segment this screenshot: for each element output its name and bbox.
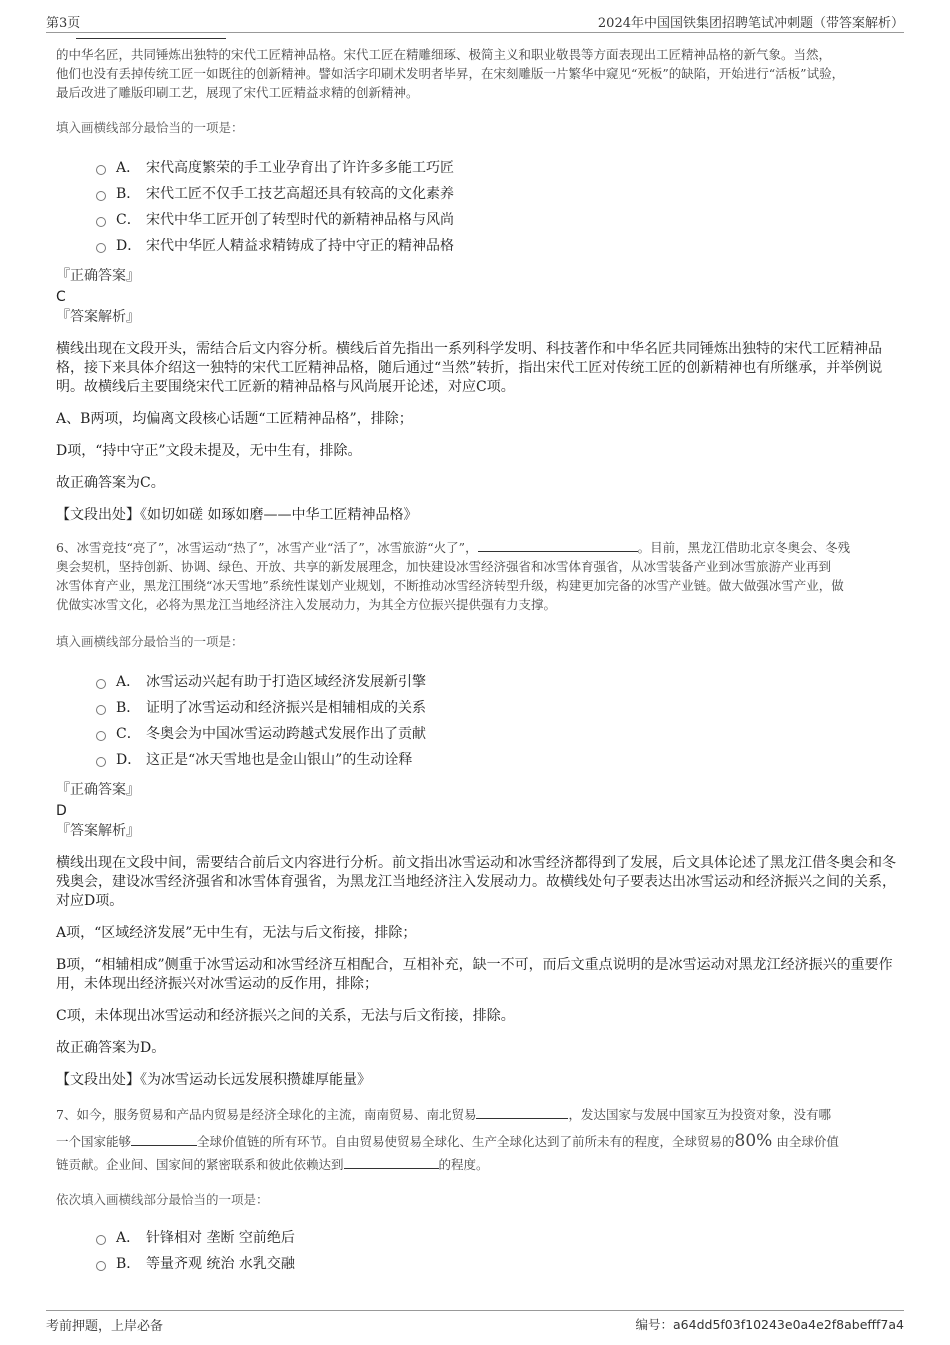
radio-icon[interactable] — [96, 731, 106, 741]
radio-icon[interactable] — [96, 191, 106, 201]
page-footer — [46, 1310, 904, 1337]
q5-source: 【文段出处】《如切如磋 如琢如磨——中华工匠精神品格》 — [56, 507, 418, 523]
q6-source: 【文段出处】《为冰雪运动长远发展积攒雄厚能量》 — [56, 1072, 371, 1088]
q5-option-d[interactable]: D． 宋代中华匠人精益求精铸成了持中守正的精神品格 — [96, 232, 900, 258]
q6-stem-first-line: 6、冰雪竞技“亮了”，冰雪运动“热了”，冰雪产业“活了”，冰雪旅游“火了”， 。目前，黑龙江借助北京冬奥会、冬残 — [56, 540, 851, 555]
q5-prompt: 填入画横线部分最恰当的一项是： — [56, 120, 244, 135]
q5-option-a[interactable]: A． 宋代高度繁荣的手工业孕育出了许许多多能工巧匠 — [96, 154, 900, 180]
q5-passage — [56, 38, 900, 102]
q7-blank-3 — [344, 1156, 439, 1169]
q6-analysis-a: A项，“区域经济发展”无中生有，无法与后文衔接，排除； — [56, 925, 417, 941]
q5-passage-line: 最后改进了雕版印刷工艺，展现了宋代工匠精益求精的创新精神。 — [56, 85, 419, 100]
q5-analysis-d: D项，“持中守正”文段未提及，无中生有，排除。 — [56, 443, 362, 459]
q6-blank — [478, 539, 638, 552]
q7-prompt: 依次填入画横线部分最恰当的一项是： — [56, 1192, 269, 1207]
page-content — [56, 40, 900, 1276]
page-number: 第3页 — [46, 16, 81, 31]
q7-options — [96, 1224, 900, 1276]
q6-stem-line: 优做实冰雪文化，必将为黑龙江当地经济注入发展动力，为其全方位振兴提供强有力支撑。 — [56, 597, 557, 612]
q6-answer: D — [56, 803, 67, 819]
q7-option-a[interactable]: A． 针锋相对 垄断 空前绝后 — [96, 1224, 900, 1250]
radio-icon[interactable] — [96, 217, 106, 227]
page-header — [46, 10, 904, 33]
q6-analysis-main: 横线出现在文段中间，需要结合前后文内容进行分析。前文指出冰雪运动和冰雪经济都得到了发展，后文具体论述了黑龙江借冬奥会和冬残奥会，建设冰雪经济强省和冰雪体育强省，为黑龙江当地经济注入发展动力。故横线处句子要表达出冰雪运动和经济振兴之间的关系，对应D项。 — [56, 855, 896, 909]
q5-conclusion: 故正确答案为C。 — [56, 475, 165, 491]
q6-option-b[interactable]: B． 证明了冰雪运动和经济振兴是相辅相成的关系 — [96, 694, 900, 720]
q5-analysis-main: 横线出现在文段开头，需结合后文内容分析。横线后首先指出一系列科学发明、科技著作和中华名匠共同锤炼出独特的宋代工匠精神品格，接下来具体介绍这一独特的宋代工匠精神品格，随后通过“当然”转折，指出宋代工匠对传统工匠的创新精神也有所继承，并举例说明。故横线后主要围绕宋代工匠新的精神品格与风尚展开论述，对应C项。 — [56, 341, 883, 395]
radio-icon[interactable] — [96, 757, 106, 767]
q5-analysis-ab: A、B两项，均偏离文段核心话题“工匠精神品格”，排除； — [56, 411, 413, 427]
q5-analysis-label: 『答案解析』 — [56, 309, 140, 325]
footer-slogan: 考前押题，上岸必备 — [46, 1319, 164, 1334]
q5-option-b[interactable]: B． 宋代工匠不仅手工技艺高超还具有较高的文化素养 — [96, 180, 900, 206]
q6-option-c[interactable]: C． 冬奥会为中国冰雪运动跨越式发展作出了贡献 — [96, 720, 900, 746]
radio-icon[interactable] — [96, 1261, 106, 1271]
q6-option-a[interactable]: A． 冰雪运动兴起有助于打造区域经济发展新引擎 — [96, 668, 900, 694]
q6-analysis-b: B项，“相辅相成”侧重于冰雪运动和冰雪经济互相配合，互相补充，缺一不可，而后文重点说明的是冰雪运动对黑龙江经济振兴的重要作用，未体现出经济振兴对冰雪运动的反作用，排除； — [56, 957, 893, 992]
radio-icon[interactable] — [96, 1235, 106, 1245]
q5-passage-line: 的中华名匠，共同锤炼出独特的宋代工匠精神品格。宋代工匠在精雕细琢、极简主义和职业敬畏等方面表现出工匠精神品格的新气象。当然， — [56, 47, 832, 62]
q7-blank-2 — [131, 1133, 197, 1146]
q6-analysis-label: 『答案解析』 — [56, 823, 140, 839]
q6-prompt: 填入画横线部分最恰当的一项是： — [56, 634, 244, 649]
document-title: 2024年中国国铁集团招聘笔试冲刺题（带答案解析） — [597, 16, 904, 31]
q6-option-d[interactable]: D． 这正是“冰天雪地也是金山银山”的生动诠释 — [96, 746, 900, 772]
q7-blank-1 — [476, 1106, 568, 1119]
q6-stem-line: 冰雪体育产业，黑龙江围绕“冰天雪地”系统性谋划产业规划，不断推动冰雪经济转型升级，构建更加完备的冰雪产业链。做大做强冰雪产业，做 — [56, 578, 844, 593]
q5-answer-label: 『正确答案』 — [56, 268, 140, 284]
q5-options — [96, 154, 900, 258]
q6-answer-label: 『正确答案』 — [56, 782, 140, 798]
q6-conclusion: 故正确答案为D。 — [56, 1040, 166, 1056]
radio-icon[interactable] — [96, 679, 106, 689]
q6-stem — [56, 538, 900, 614]
q5-answer: C — [56, 289, 66, 305]
q6-options — [96, 668, 900, 772]
document-id: 编号：a64dd5f03f10243e0a4e2f8abefff7a4 — [635, 1317, 904, 1332]
radio-icon[interactable] — [96, 705, 106, 715]
q5-blank-underline — [76, 38, 226, 39]
radio-icon[interactable] — [96, 243, 106, 253]
q6-stem-line: 奥会契机，坚持创新、协调、绿色、开放、共享的新发展理念，加快建设冰雪经济强省和冰雪体育强省，从冰雪装备产业到冰雪旅游产业再到 — [56, 559, 832, 574]
q6-analysis-c: C项，未体现出冰雪运动和经济振兴之间的关系，无法与后文衔接，排除。 — [56, 1008, 515, 1024]
q5-passage-line: 他们也没有丢掉传统工匠一如既往的创新精神。譬如活字印刷术发明者毕昇，在宋刻雕版一片繁华中窥见“死板”的缺陷，开始进行“活板”试验， — [56, 66, 845, 81]
q7-option-b[interactable]: B． 等量齐观 统治 水乳交融 — [96, 1250, 900, 1276]
radio-icon[interactable] — [96, 165, 106, 175]
q5-option-c[interactable]: C． 宋代中华工匠开创了转型时代的新精神品格与风尚 — [96, 206, 900, 232]
q7-stem: 7、如今，服务贸易和产品内贸易是经济全球化的主流，南南贸易、南北贸易 ，发达国家与发展中国家互为投资对象，没有哪 一个国家能够 全球价值链的所有环节。自由贸易使贸易全球化、生产全球化达到了前所未有的程度，全球贸易的80% 由全球价值 链贡献。企业间、国家间的紧密联系和彼此依赖达到 的程度。 — [56, 1107, 839, 1172]
